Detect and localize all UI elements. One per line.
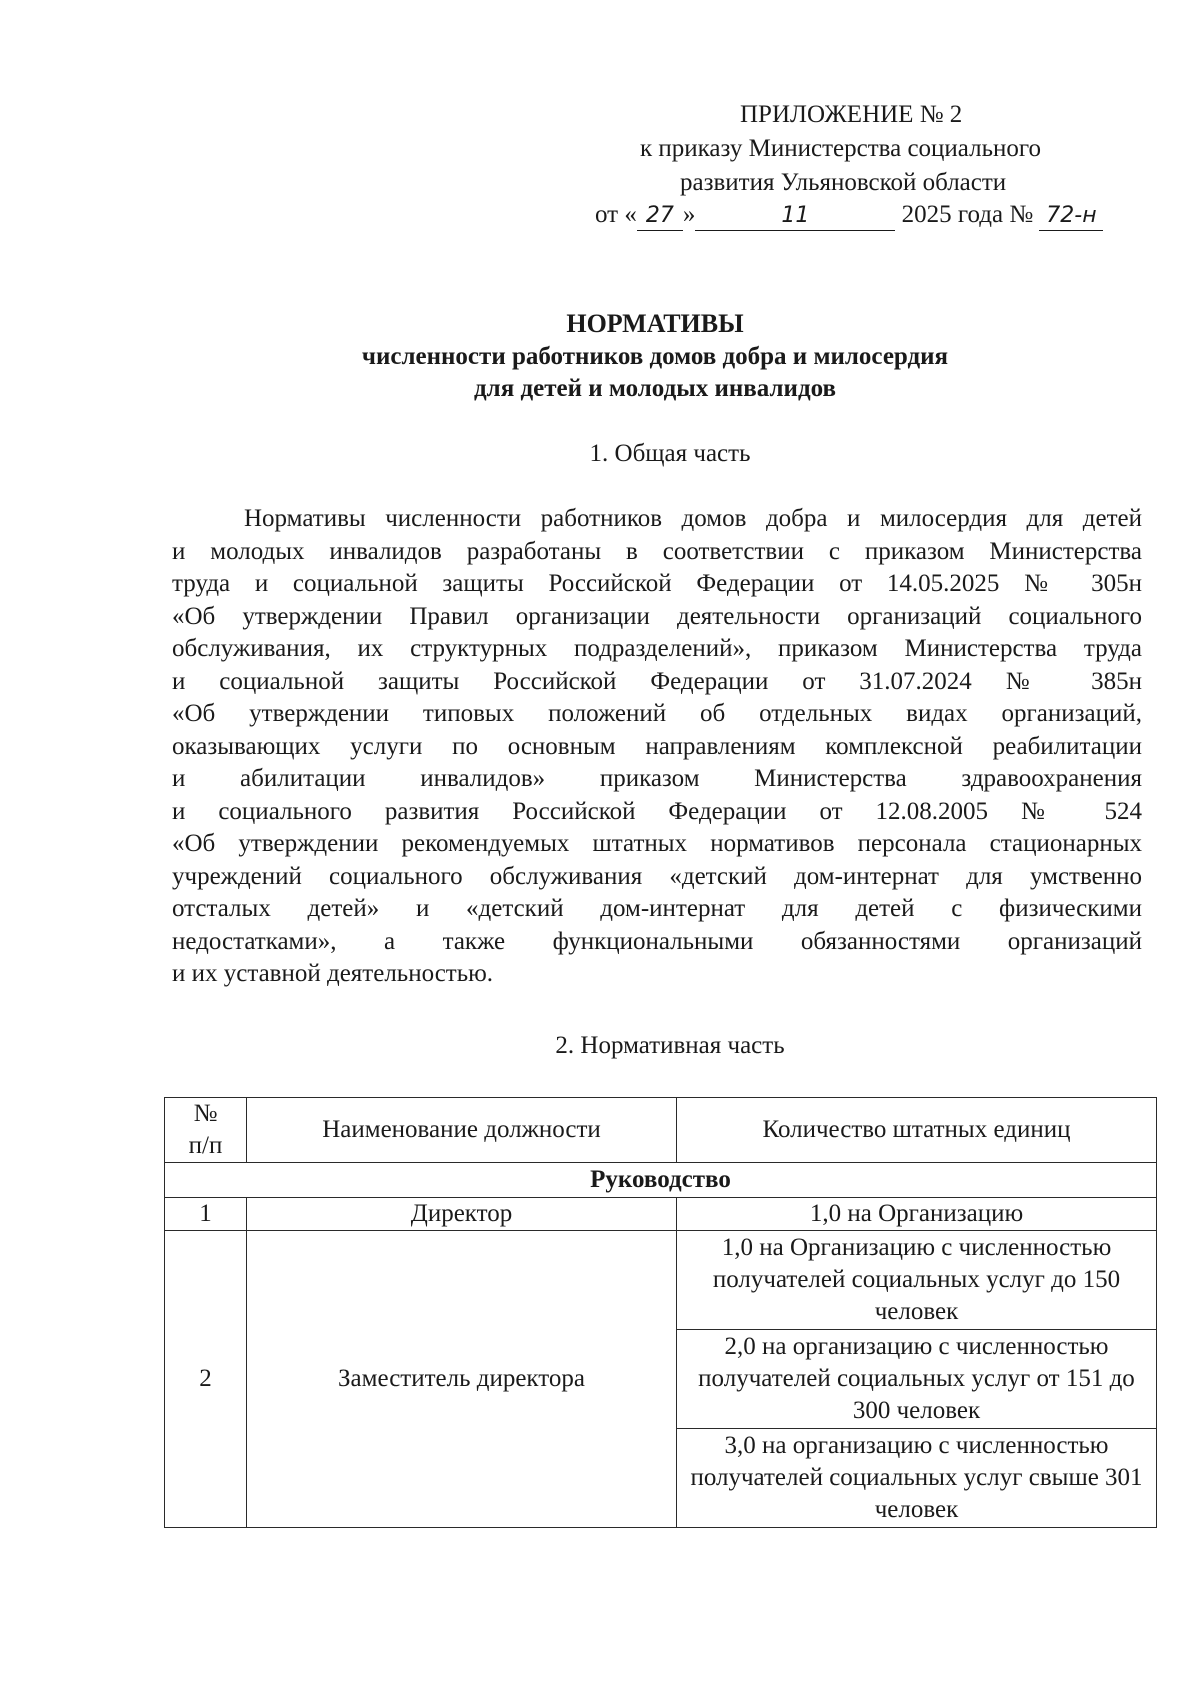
header-quantity: Количество штатных единиц (677, 1098, 1157, 1163)
row-position: Директор (247, 1198, 677, 1231)
paragraph-line: оказывающих услуги по основным направлениям комплексной реабилитации (172, 732, 1142, 760)
paragraph-line: и социального развития Российской Федерации от 12.08.2005 № 524 (172, 797, 1142, 825)
document-subtitle-line-2: для детей и молодых инвалидов (474, 375, 836, 402)
header-number (165, 1098, 247, 1163)
order-date-line (595, 198, 1103, 232)
paragraph-line: недостатками», а также функциональными обязанностями организаций (172, 927, 1142, 955)
table-header-row (165, 1098, 1157, 1163)
staffing-table (164, 1097, 1157, 1528)
row-position: Заместитель директора (247, 1231, 677, 1528)
document-title: НОРМАТИВЫ (566, 309, 744, 338)
header-number-symbol: № (193, 1100, 218, 1127)
header-position: Наименование должности (247, 1098, 677, 1163)
table-group-row (165, 1163, 1157, 1198)
year-text: 2025 года № (901, 201, 1034, 228)
row-quantity: 2,0 на организацию с численностью получателей социальных услуг от 151 до 300 человек (677, 1330, 1157, 1429)
paragraph-line: «Об утверждении типовых положений об отдельных видах организаций, (172, 700, 1142, 727)
handwritten-month: 11 (695, 202, 895, 231)
section-heading-general: 1. Общая часть (589, 440, 751, 467)
paragraph-line: и их уставной деятельностью. (172, 960, 494, 987)
row-quantity: 1,0 на Организацию (677, 1198, 1157, 1231)
paragraph-line: обслуживания, их структурных подразделений», приказом Министерства труда (172, 635, 1142, 662)
paragraph-line: учреждений социального обслуживания «детский дом-интернат для умственно (172, 862, 1142, 890)
paragraph-line: и абилитации инвалидов» приказом Министерства здравоохранения (172, 765, 1142, 792)
date-prefix: от « (595, 201, 637, 228)
row-number: 1 (165, 1198, 247, 1231)
section-heading-normative: 2. Нормативная часть (555, 1032, 785, 1059)
row-quantity: 1,0 на Организацию с численностью получателей социальных услуг до 150 человек (677, 1231, 1157, 1330)
order-reference-line: к приказу Министерства социального (640, 135, 1042, 162)
header-number-abbrev: п/п (188, 1132, 223, 1159)
paragraph-line: «Об утверждении Правил организации деятельности организаций социального (172, 602, 1142, 630)
paragraph-line: отсталых детей» и «детский дом-интернат для детей с физическими (172, 895, 1142, 922)
ministry-name-line: развития Ульяновской области (680, 169, 1007, 196)
paragraph-line: «Об утверждении рекомендуемых штатных нормативов персонала стационарных (172, 830, 1142, 857)
paragraph-line: и социальной защиты Российской Федерации от 31.07.2024 № 385н (172, 667, 1142, 695)
paragraph-line: труда и социальной защиты Российской Федерации от 14.05.2025 № 305н (172, 570, 1142, 597)
paragraph-line: и молодых инвалидов разработаны в соответствии с приказом Министерства (172, 537, 1142, 565)
paragraph-line: Нормативы численности работников домов добра и милосердия для детей (244, 505, 1142, 532)
document-subtitle-line-1: численности работников домов добра и милосердия (361, 343, 949, 370)
group-title-management: Руководство (165, 1163, 1157, 1198)
date-mid: » (682, 201, 696, 228)
row-number: 2 (165, 1231, 247, 1528)
appendix-label: ПРИЛОЖЕНИЕ № 2 (740, 101, 963, 128)
general-paragraph (172, 503, 1142, 991)
row-quantity: 3,0 на организацию с численностью получателей социальных услуг свыше 301 человек (677, 1429, 1157, 1528)
handwritten-order-number: 72-н (1039, 202, 1103, 231)
handwritten-day: 27 (637, 202, 683, 231)
table-row (165, 1231, 1157, 1330)
table-row (165, 1198, 1157, 1231)
